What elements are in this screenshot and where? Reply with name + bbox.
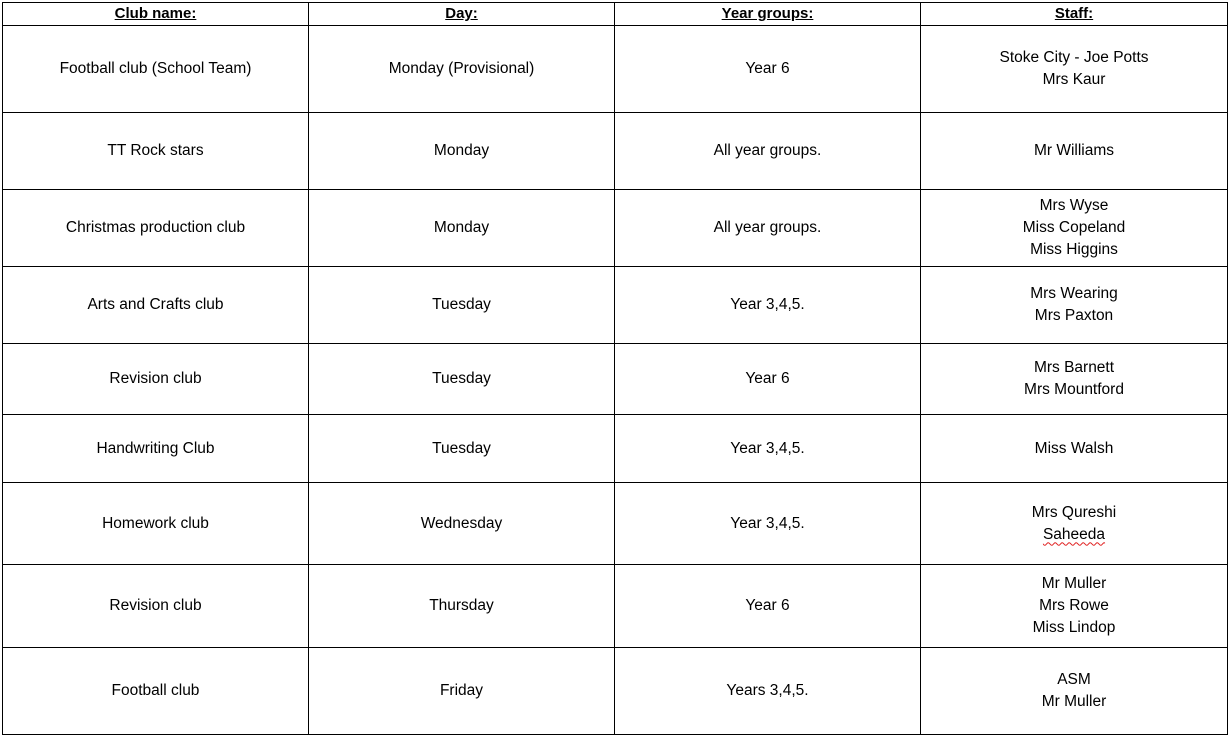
staff-name: Mrs Barnett (1033, 359, 1115, 376)
year-groups-cell: Years 3,4,5. (615, 648, 921, 735)
year-groups-cell: Year 6 (615, 26, 921, 113)
staff-cell (921, 344, 1228, 415)
staff-cell (921, 415, 1228, 483)
club-name-cell: Revision club (3, 344, 309, 415)
table-row (3, 415, 1228, 483)
staff-cell (921, 267, 1228, 344)
table-row (3, 483, 1228, 565)
table-row (3, 190, 1228, 267)
day-cell: Tuesday (309, 344, 615, 415)
clubs-table (2, 2, 1228, 735)
staff-cell (921, 565, 1228, 648)
staff-name: Mr Williams (1033, 142, 1115, 159)
staff-name: Miss Higgins (1030, 241, 1118, 258)
staff-cell (921, 648, 1228, 735)
staff-name: Miss Walsh (1034, 439, 1114, 457)
staff-name: Mrs Kaur (1042, 71, 1106, 88)
staff-name-misspelled: Saheeda (1042, 525, 1106, 543)
table-row (3, 565, 1228, 648)
day-cell: Monday (309, 190, 615, 267)
club-name-cell: Homework club (3, 483, 309, 565)
staff-name: Mrs Rowe (1039, 597, 1109, 614)
day-cell: Monday (309, 113, 615, 190)
staff-name: Mrs Mountford (1024, 381, 1124, 398)
day-cell: Wednesday (309, 483, 615, 565)
year-groups-cell: Year 3,4,5. (615, 483, 921, 565)
header-year-groups: Year groups: (615, 3, 921, 26)
table-row (3, 113, 1228, 190)
staff-name: Stoke City - Joe Potts (999, 49, 1149, 66)
header-day: Day: (309, 3, 615, 26)
year-groups-cell: All year groups. (615, 190, 921, 267)
club-name-cell: Handwriting Club (3, 415, 309, 483)
club-name-cell: Football club (School Team) (3, 26, 309, 113)
staff-name: ASM (1057, 671, 1091, 688)
day-cell: Tuesday (309, 415, 615, 483)
club-name-cell: Football club (3, 648, 309, 735)
staff-name: Miss Lindop (1032, 619, 1116, 636)
staff-name: Mr Muller (1041, 693, 1107, 710)
header-staff: Staff: (921, 3, 1228, 26)
year-groups-cell: Year 3,4,5. (615, 267, 921, 344)
day-cell: Monday (Provisional) (309, 26, 615, 113)
header-club-name: Club name: (3, 3, 309, 26)
year-groups-cell: Year 6 (615, 344, 921, 415)
staff-name: Mrs Qureshi (1031, 503, 1117, 521)
year-groups-cell: All year groups. (615, 113, 921, 190)
staff-name: Mrs Paxton (1034, 307, 1114, 324)
day-cell: Thursday (309, 565, 615, 648)
staff-cell (921, 190, 1228, 267)
table-row (3, 26, 1228, 113)
club-name-cell: Arts and Crafts club (3, 267, 309, 344)
staff-name-line (925, 524, 1223, 546)
club-name-cell: Revision club (3, 565, 309, 648)
year-groups-cell: Year 6 (615, 565, 921, 648)
staff-cell (921, 483, 1228, 565)
year-groups-cell: Year 3,4,5. (615, 415, 921, 483)
table-row (3, 648, 1228, 735)
header-row (3, 3, 1228, 26)
staff-cell (921, 26, 1228, 113)
table-row (3, 267, 1228, 344)
day-cell: Friday (309, 648, 615, 735)
staff-name: Mrs Wearing (1030, 285, 1118, 302)
day-cell: Tuesday (309, 267, 615, 344)
club-name-cell: Christmas production club (3, 190, 309, 267)
table-row (3, 344, 1228, 415)
staff-name: Mr Muller (1041, 575, 1107, 592)
staff-name: Mrs Wyse (1039, 197, 1109, 214)
club-name-cell: TT Rock stars (3, 113, 309, 190)
staff-cell (921, 113, 1228, 190)
staff-name: Miss Copeland (1022, 219, 1126, 236)
